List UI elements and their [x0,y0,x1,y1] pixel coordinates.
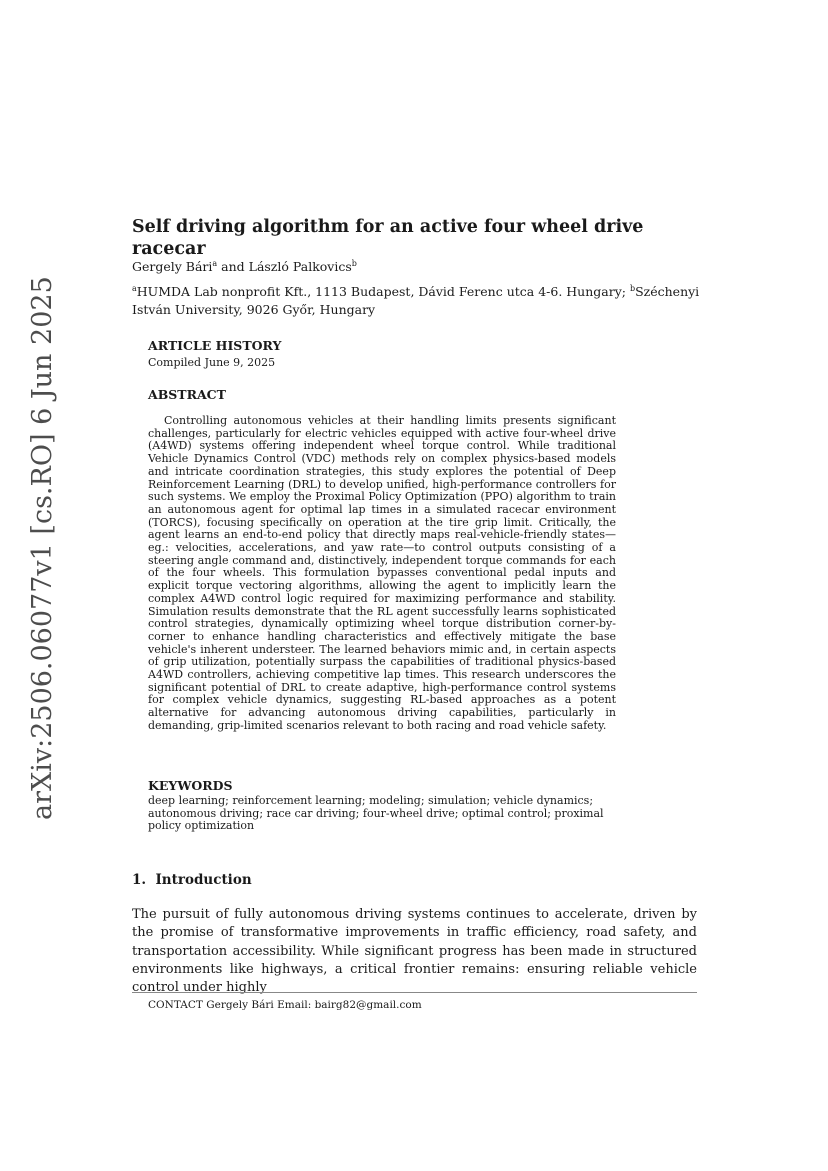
keywords-heading: KEYWORDS [148,778,233,793]
compiled-date: Compiled June 9, 2025 [148,356,276,369]
arxiv-identifier: arXiv:2506.06077v1 [cs.RO] 6 Jun 2025 [27,276,58,820]
article-history-heading: ARTICLE HISTORY [148,338,282,353]
affiliation-mark: b [351,259,357,268]
introduction-heading: 1. Introduction [132,872,252,888]
affiliations [132,280,707,319]
affiliation-text: Széchenyi István University, 9026 Győr, Hungary [132,284,700,317]
author-list [132,255,712,276]
author-separator: and [217,259,249,274]
abstract-text: Controlling autonomous vehicles at their handling limits presents significant challenges, particularly for electric vehicles equipped with active four-wheel drive (A4WD) systems offering independent wheel torque control. While traditional Vehicle Dynamics Control (VDC) methods rely on complex physics-based models and intricate coordination strategies, this study explores the potential of Deep Reinforcement Learning (DRL) to develop unified, high-performance controllers for such systems. We employ the Proximal Policy Optimization (PPO) algorithm to train an autonomous agent for optimal lap times in a simulated racecar environment (TORCS), focusing specifically on operation at the tire grip limit. Critically, the agent learns an end-to-end policy that directly maps real-vehicle-friendly states—eg.: velocities, accelerations, and yaw rate—to control outputs consisting of a steering angle command and, distinctively, independent torque commands for each of the four wheels. This formulation bypasses conventional pedal inputs and explicit torque vectoring algorithms, allowing the agent to implicitly learn the complex A4WD control logic required for maximizing performance and stability. Simulation results demonstrate that the RL agent successfully learns sophisticated control strategies, dynamically optimizing wheel torque distribution corner-by-corner to enhance handling characteristics and effectively mitigate the base vehicle's inherent understeer. The learned behaviors mimic and, in certain aspects of grip utilization, potentially surpass the capabilities of traditional physics-based A4WD controllers, achieving competitive lap times. This research underscores the significant potential of DRL to create adaptive, high-performance control systems for complex vehicle dynamics, suggesting RL-based approaches as a potent alternative for advancing autonomous driving capabilities, particularly in demanding, grip-limited scenarios relevant to both racing and road vehicle safety. [148,414,616,732]
paper-title: Self driving algorithm for an active four wheel drive racecar [132,217,644,259]
introduction-text: The pursuit of fully autonomous driving systems continues to accelerate, driven by the promise of transformative improvements in traffic efficiency, road safety, and transportation accessibility. While significant progress has been made in structured environments like highways, a critical frontier remains: ensuring reliable vehicle control under highly [132,907,697,996]
contact-footnote: CONTACT Gergely Bári Email: bairg82@gmail.com [148,999,422,1011]
keywords-text: deep learning; reinforcement learning; modeling; simulation; vehicle dynamics; autonomous driving; race car driving; four-wheel drive; optimal control; proximal policy optimization [148,794,604,833]
affiliation-mark: a [132,284,137,293]
affiliation-mark: a [212,259,218,268]
abstract-heading: ABSTRACT [148,387,226,402]
affiliation-text: HUMDA Lab nonprofit Kft., 1113 Budapest, Dávid Ferenc utca 4-6. Hungary; [136,284,630,299]
author-name: Gergely Bári [132,259,213,274]
footnote-rule [132,992,697,993]
affiliation-mark: b [629,284,636,293]
author-name: László Palkovics [248,259,352,274]
